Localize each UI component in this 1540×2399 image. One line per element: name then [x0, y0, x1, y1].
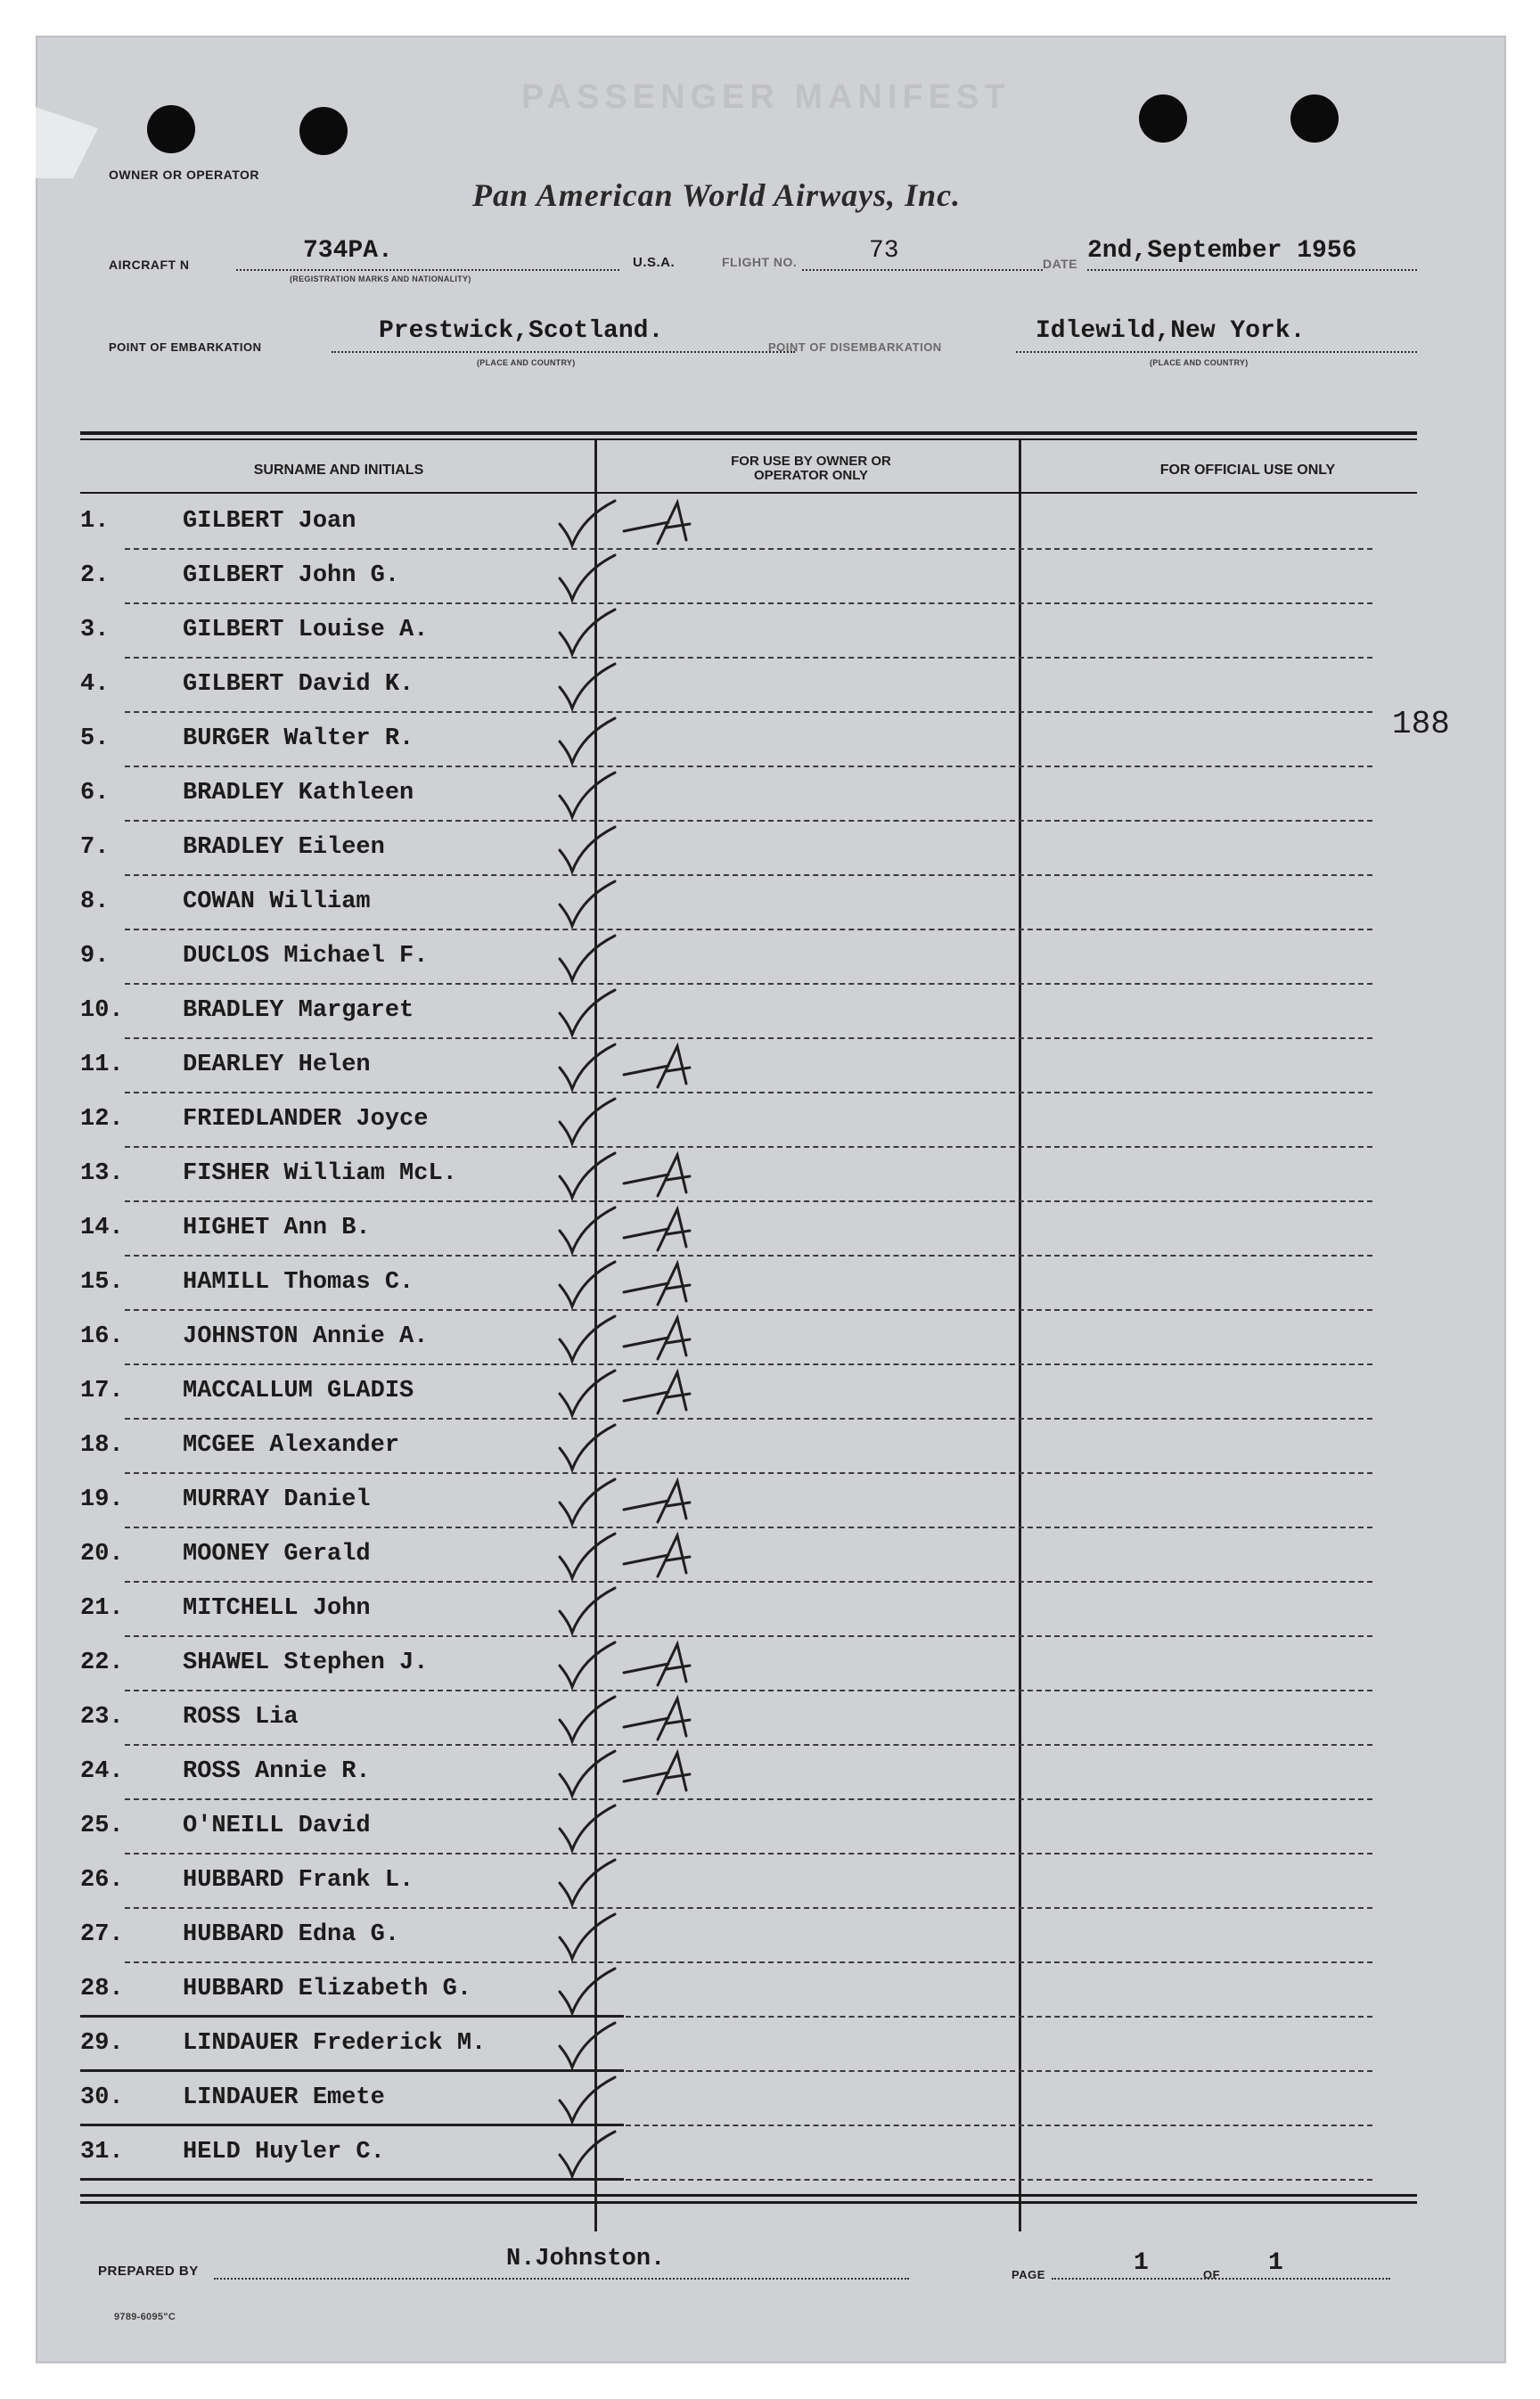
checkmark-icon — [553, 1748, 624, 1804]
handwritten-a-icon — [615, 1474, 713, 1532]
checkmark-icon — [553, 1258, 624, 1314]
row-number: 30. — [80, 2084, 124, 2111]
row-number: 11. — [80, 1052, 124, 1078]
row-number: 5. — [80, 725, 110, 752]
handwritten-a-icon — [615, 1148, 713, 1206]
aircraft-value: 734PA. — [303, 237, 393, 265]
folded-corner — [36, 107, 98, 178]
passenger-row — [80, 1637, 1417, 1691]
checkmark-icon — [553, 1856, 624, 1912]
handwritten-a-icon — [615, 1528, 713, 1586]
passenger-name: BRADLEY Eileen — [183, 834, 385, 861]
checkmark-icon — [553, 552, 624, 608]
disembark-sublabel: (PLACE AND COUNTRY) — [1150, 358, 1249, 367]
checkmark-icon — [553, 878, 624, 934]
punch-hole-icon — [1139, 94, 1187, 143]
passenger-row — [80, 1800, 1417, 1855]
checkmark-icon — [553, 1204, 624, 1260]
row-number: 9. — [80, 943, 110, 970]
passenger-row — [80, 822, 1417, 876]
passenger-name: MURRAY Daniel — [183, 1486, 371, 1513]
handwritten-a-icon — [615, 1311, 713, 1369]
passenger-name: GILBERT David K. — [183, 671, 414, 698]
airline-name: Pan American World Airways, Inc. — [472, 177, 962, 213]
handwritten-a-icon — [615, 1637, 713, 1695]
of-label: OF — [1203, 2268, 1221, 2281]
row-number: 31. — [80, 2139, 124, 2166]
checkmark-icon — [553, 1965, 624, 2021]
row-number: 16. — [80, 1323, 124, 1350]
handwritten-a-icon — [615, 1257, 713, 1314]
checkmark-icon — [553, 2128, 624, 2184]
aircraft-label: AIRCRAFT N — [109, 258, 190, 272]
passenger-row — [80, 604, 1417, 659]
passenger-name: SHAWEL Stephen J. — [183, 1650, 429, 1676]
row-number: 25. — [80, 1813, 124, 1839]
passenger-name: FISHER William McL. — [183, 1160, 457, 1187]
table-bottom-rule-2 — [80, 2201, 1417, 2204]
passenger-name: MACCALLUM GLADIS — [183, 1378, 414, 1404]
checkmark-icon — [553, 1150, 624, 1206]
checkmark-icon — [553, 1476, 624, 1532]
passenger-name: FRIEDLANDER Joyce — [183, 1106, 429, 1133]
checkmark-icon — [553, 932, 624, 988]
passenger-name: O'NEILL David — [183, 1813, 371, 1839]
checkmark-icon — [553, 823, 624, 880]
passenger-row — [80, 1311, 1417, 1365]
passenger-row — [80, 1202, 1417, 1257]
country-label: U.S.A. — [633, 255, 676, 270]
embark-label: POINT OF EMBARKATION — [109, 340, 262, 354]
date-value: 2nd,September 1956 — [1087, 237, 1357, 265]
row-number: 8. — [80, 888, 110, 915]
row-number: 2. — [80, 562, 110, 589]
handwritten-a-icon — [615, 1691, 713, 1749]
passenger-row — [80, 495, 1417, 550]
passenger-row — [80, 1257, 1417, 1311]
owner-label: OWNER OR OPERATOR — [109, 168, 259, 182]
row-number: 27. — [80, 1921, 124, 1948]
row-number: 14. — [80, 1215, 124, 1241]
row-number: 21. — [80, 1595, 124, 1622]
passenger-row — [80, 1420, 1417, 1474]
passenger-name: COWAN William — [183, 888, 371, 915]
row-number: 22. — [80, 1650, 124, 1676]
checkmark-icon — [553, 1095, 624, 1151]
checkmark-icon — [553, 660, 624, 716]
row-number: 7. — [80, 834, 110, 861]
column-header-owner: FOR USE BY OWNER OR OPERATOR ONLY — [731, 454, 891, 483]
embark-value: Prestwick,Scotland. — [379, 317, 664, 345]
row-number: 19. — [80, 1486, 124, 1513]
row-number: 13. — [80, 1160, 124, 1187]
prepared-by: N.Johnston. — [506, 2246, 666, 2272]
passenger-name: DEARLEY Helen — [183, 1052, 371, 1078]
passenger-name: HUBBARD Edna G. — [183, 1921, 400, 1948]
flight-label: FLIGHT NO. — [722, 255, 798, 269]
prepared-label: PREPARED BY — [98, 2264, 199, 2279]
header-underline — [80, 492, 1417, 494]
manifest-sheet — [36, 36, 1506, 2363]
embark-sublabel: (PLACE AND COUNTRY) — [477, 358, 576, 367]
passenger-name: GILBERT Joan — [183, 508, 356, 535]
official-note: 188 — [1392, 706, 1450, 742]
handwritten-a-icon — [615, 1746, 713, 1804]
passenger-row — [80, 2018, 1417, 2072]
row-number: 17. — [80, 1378, 124, 1404]
handwritten-a-icon — [615, 1202, 713, 1260]
passenger-name: ROSS Lia — [183, 1704, 299, 1731]
passenger-name: GILBERT John G. — [183, 562, 400, 589]
row-number: 18. — [80, 1432, 124, 1459]
checkmark-icon — [553, 987, 624, 1043]
passenger-name: JOHNSTON Annie A. — [183, 1323, 429, 1350]
passenger-row — [80, 1528, 1417, 1583]
passenger-row — [80, 1583, 1417, 1637]
punch-hole-icon — [1290, 94, 1339, 143]
checkmark-icon — [553, 1802, 624, 1858]
row-number: 24. — [80, 1758, 124, 1785]
checkmark-icon — [553, 1313, 624, 1369]
checkmark-icon — [553, 1911, 624, 1967]
row-number: 29. — [80, 2030, 124, 2057]
disembark-label: POINT OF DISEMBARKATION — [768, 340, 942, 354]
checkmark-icon — [553, 1639, 624, 1695]
passenger-name: MITCHELL John — [183, 1595, 371, 1622]
checkmark-icon — [553, 1530, 624, 1586]
page-number: 1 — [1134, 2249, 1149, 2277]
row-number: 1. — [80, 508, 110, 535]
ghost-stamp: PASSENGER MANIFEST — [521, 78, 1011, 116]
passenger-row — [80, 985, 1417, 1039]
checkmark-icon — [553, 1367, 624, 1423]
row-number: 26. — [80, 1867, 124, 1894]
punch-hole-icon — [299, 107, 348, 155]
form-code: 9789-6095"C — [114, 2312, 176, 2322]
passenger-row — [80, 1963, 1417, 2018]
passenger-name: HIGHET Ann B. — [183, 1215, 371, 1241]
passenger-name: GILBERT Louise A. — [183, 617, 429, 643]
handwritten-a-icon — [615, 1365, 713, 1423]
page-label: PAGE — [1012, 2268, 1045, 2281]
passenger-row — [80, 1909, 1417, 1963]
row-number: 4. — [80, 671, 110, 698]
column-header-official: FOR OFFICIAL USE ONLY — [1159, 463, 1336, 478]
passenger-row — [80, 1039, 1417, 1093]
aircraft-sublabel: (REGISTRATION MARKS AND NATIONALITY) — [290, 274, 471, 283]
passenger-row — [80, 713, 1417, 767]
passenger-row — [80, 876, 1417, 930]
passenger-name: BRADLEY Margaret — [183, 997, 414, 1024]
passenger-row — [80, 1148, 1417, 1202]
passenger-name: ROSS Annie R. — [183, 1758, 371, 1785]
row-number: 28. — [80, 1976, 124, 2002]
passenger-name: LINDAUER Frederick M. — [183, 2030, 487, 2057]
passenger-row — [80, 767, 1417, 822]
table-top-rule-2 — [80, 438, 1417, 440]
checkmark-icon — [553, 1693, 624, 1749]
passenger-name: DUCLOS Michael F. — [183, 943, 429, 970]
passenger-row — [80, 1365, 1417, 1420]
date-label: DATE — [1043, 257, 1078, 271]
passenger-row — [80, 930, 1417, 985]
passenger-row — [80, 1691, 1417, 1746]
passenger-row — [80, 1474, 1417, 1528]
passenger-row — [80, 2072, 1417, 2126]
checkmark-icon — [553, 1421, 624, 1478]
flight-value: 73 — [869, 237, 899, 265]
checkmark-icon — [553, 769, 624, 825]
row-number: 12. — [80, 1106, 124, 1133]
passenger-row — [80, 1855, 1417, 1909]
handwritten-a-icon — [615, 1039, 713, 1097]
checkmark-icon — [553, 1041, 624, 1097]
checkmark-icon — [553, 1584, 624, 1641]
checkmark-icon — [553, 2074, 624, 2130]
checkmark-icon — [553, 606, 624, 662]
passenger-name: HUBBARD Elizabeth G. — [183, 1976, 472, 2002]
passenger-name: BRADLEY Kathleen — [183, 780, 414, 806]
table-bottom-rule — [80, 2194, 1417, 2197]
row-number: 6. — [80, 780, 110, 806]
passenger-name: HUBBARD Frank L. — [183, 1867, 414, 1894]
column-header-name: SURNAME AND INITIALS — [253, 463, 424, 478]
row-number: 20. — [80, 1541, 124, 1568]
checkmark-icon — [553, 497, 624, 553]
table-top-rule — [80, 431, 1417, 435]
passenger-row — [80, 550, 1417, 604]
row-number: 3. — [80, 617, 110, 643]
row-number: 23. — [80, 1704, 124, 1731]
row-number: 10. — [80, 997, 124, 1024]
passenger-row — [80, 1093, 1417, 1148]
passenger-name: MOONEY Gerald — [183, 1541, 371, 1568]
passenger-name: HAMILL Thomas C. — [183, 1269, 414, 1296]
passenger-row — [80, 659, 1417, 713]
passenger-row — [80, 2126, 1417, 2181]
passenger-name: BURGER Walter R. — [183, 725, 414, 752]
row-number: 15. — [80, 1269, 124, 1296]
checkmark-icon — [553, 2019, 624, 2076]
handwritten-a-icon — [615, 495, 713, 553]
page-total: 1 — [1268, 2249, 1283, 2277]
passenger-row — [80, 1746, 1417, 1800]
disembark-value: Idlewild,New York. — [1036, 317, 1306, 345]
passenger-name: MCGEE Alexander — [183, 1432, 400, 1459]
punch-hole-icon — [147, 105, 195, 153]
passenger-name: LINDAUER Emete — [183, 2084, 385, 2111]
passenger-name: HELD Huyler C. — [183, 2139, 385, 2166]
checkmark-icon — [553, 715, 624, 771]
